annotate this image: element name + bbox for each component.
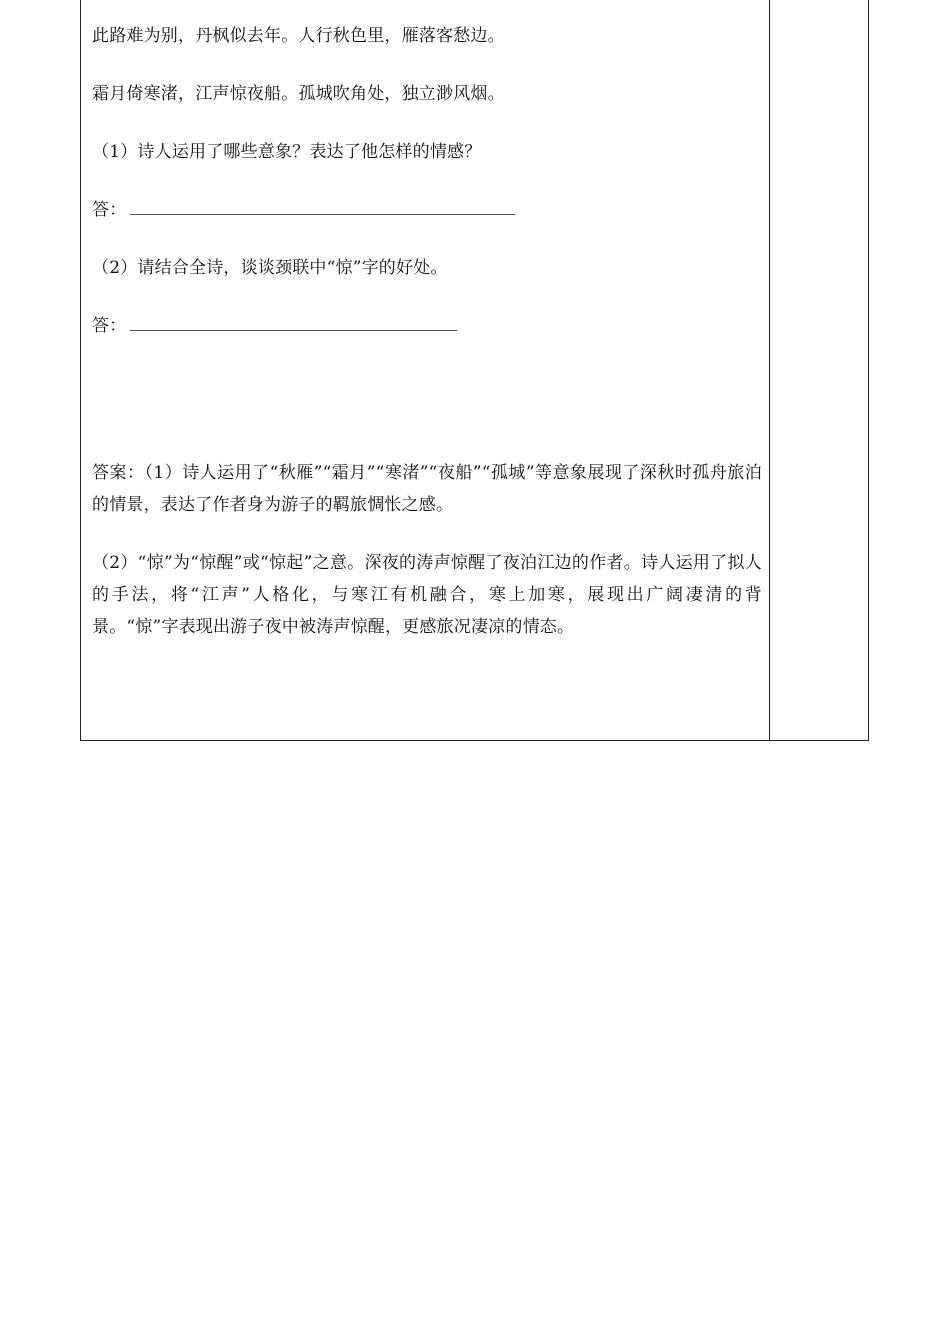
side-cell xyxy=(770,0,868,740)
answer-key-part-2: （2）“惊”为“惊醒”或“惊起”之意。深夜的涛声惊醒了夜泊江边的作者。诗人运用了拟人的手法，将“江声”人格化，与寒江有机融合，寒上加寒，展现出广阔凄清的背景。“惊”字表现出游子夜中被涛声惊醒，更感旅况凄凉的情态。 xyxy=(92,553,762,637)
answer-blank-2[interactable] xyxy=(130,318,457,331)
answer-line-2 xyxy=(92,316,457,336)
question-2: （2）请结合全诗，谈谈颈联中“惊”字的好处。 xyxy=(92,258,448,278)
answer-label: 答： xyxy=(92,200,127,220)
answer-label: 答： xyxy=(92,316,127,336)
answer-blank-1[interactable] xyxy=(130,202,515,215)
poem-line-2: 霜月倚寒渚，江声惊夜船。孤城吹角处，独立渺风烟。 xyxy=(92,84,505,104)
answer-line-1 xyxy=(92,200,515,220)
content-cell xyxy=(81,0,770,740)
question-1: （1）诗人运用了哪些意象？表达了他怎样的情感？ xyxy=(92,142,482,162)
answer-key-part-1: 答案：（1）诗人运用了“秋雁”“霜月”“寒渚”“夜船”“孤城”等意象展现了深秋时孤舟旅泊的情景，表达了作者身为游子的羁旅惆怅之感。 xyxy=(92,463,762,515)
document-table xyxy=(80,0,869,741)
poem-line-1: 此路难为别，丹枫似去年。人行秋色里，雁落客愁边。 xyxy=(92,26,505,46)
